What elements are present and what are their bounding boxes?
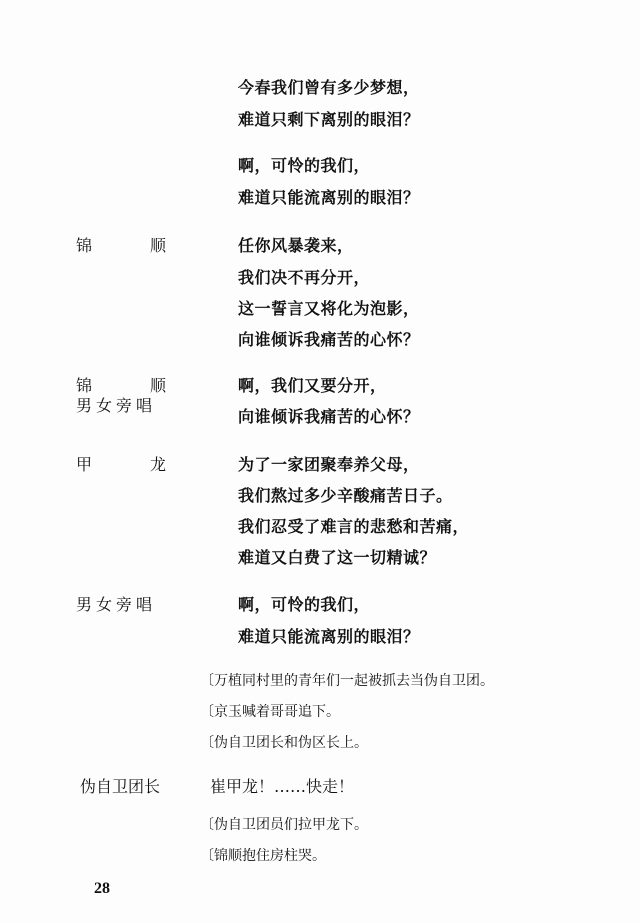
stage-direction: 〔万植同村里的青年们一起被抓去当伪自卫团。 <box>200 673 494 689</box>
speaker-chorus: 男女旁唱 <box>76 595 157 614</box>
speaker-name: 甲 龙 <box>76 455 166 474</box>
lyric-line: 难道只剩下离别的眼泪？ <box>238 110 420 129</box>
stage-direction: 〔锦顺抱住房柱哭。 <box>200 848 326 864</box>
lyric-line: 今春我们曾有多少梦想， <box>238 78 420 97</box>
lyric-line: 我们忍受了难言的悲愁和苦痛， <box>238 517 470 536</box>
stage-direction: 〔伪自卫团长和伪区长上。 <box>200 735 368 751</box>
stage-direction: 〔京玉喊着哥哥追下。 <box>200 704 340 720</box>
lyric-line: 啊，我们又要分开， <box>238 376 387 395</box>
lyric-line: 我们决不再分开， <box>238 268 371 287</box>
lyric-line: 这一誓言又将化为泡影， <box>238 299 420 318</box>
lyric-line: 为了一家团聚奉养父母， <box>238 455 420 474</box>
speaker-name: 锦 顺 <box>76 236 166 255</box>
speaker-name: 伪自卫团长 <box>80 777 161 796</box>
lyric-line: 我们熬过多少辛酸痛苦日子。 <box>238 486 453 505</box>
lyric-line: 啊，可怜的我们， <box>238 595 371 614</box>
lyric-line: 啊，可怜的我们， <box>238 156 371 175</box>
speaker-chorus: 男女旁唱 <box>76 396 157 415</box>
lyric-line: 向谁倾诉我痛苦的心怀？ <box>238 407 420 426</box>
stage-direction: 〔伪自卫团员们拉甲龙下。 <box>200 817 368 833</box>
lyric-line: 任你风暴袭来， <box>238 236 354 255</box>
speaker-name: 锦 顺 <box>76 376 166 395</box>
dialogue-line: 崔甲龙！……快走！ <box>210 777 355 796</box>
lyric-line: 难道又白费了这一切精诚？ <box>238 548 437 567</box>
lyric-line: 向谁倾诉我痛苦的心怀？ <box>238 330 420 349</box>
lyric-line: 难道只能流离别的眼泪？ <box>238 627 420 646</box>
lyric-line: 难道只能流离别的眼泪？ <box>238 188 420 207</box>
page-number: 28 <box>94 880 110 897</box>
